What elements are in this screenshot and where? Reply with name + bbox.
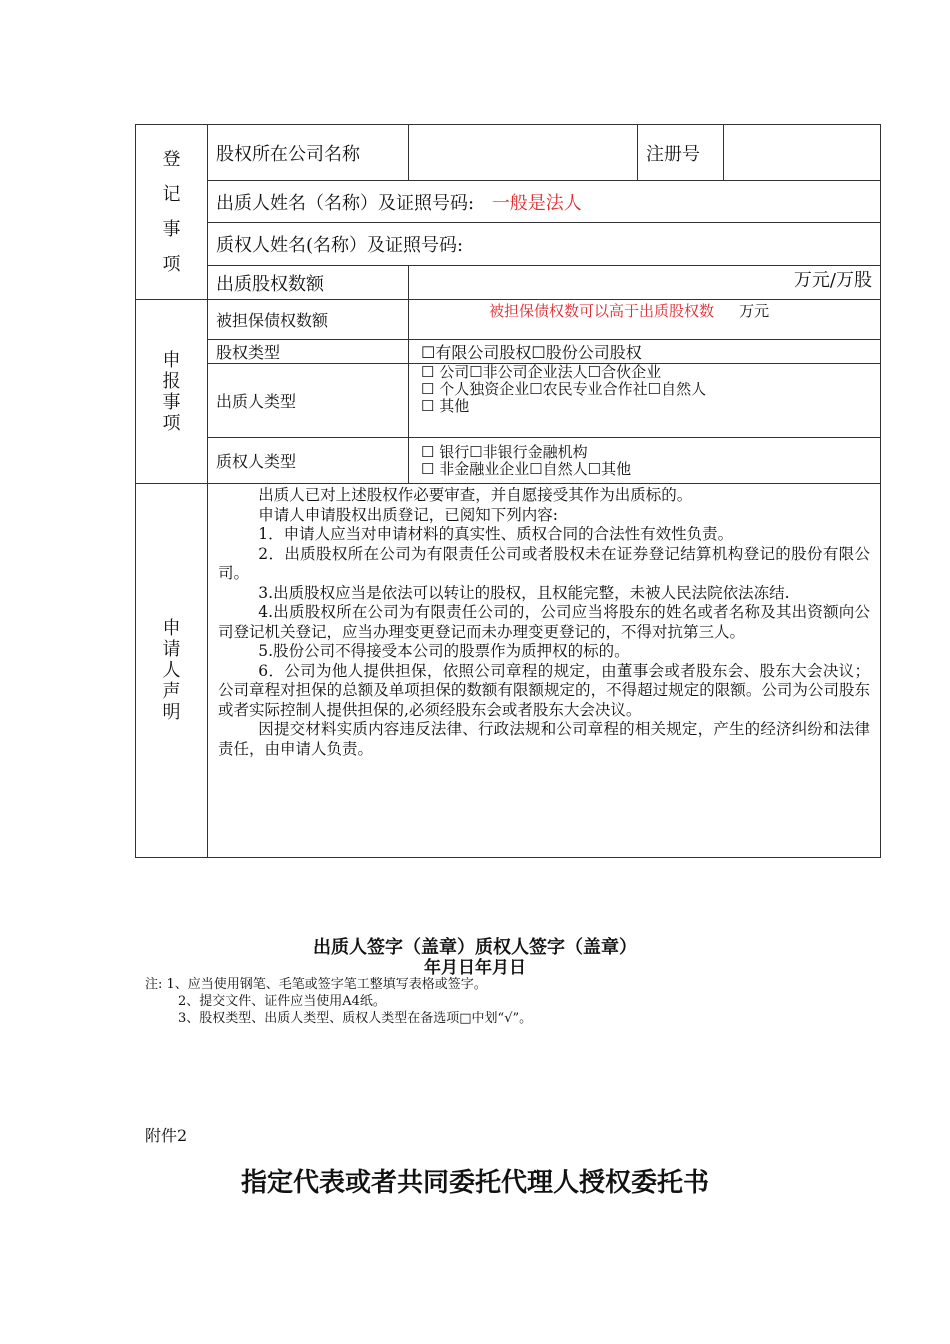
registration-no-field[interactable] <box>724 125 881 181</box>
pledgor-type-option-row[interactable]: ☐ 其他 <box>421 397 470 415</box>
registration-no-label: 注册号 <box>638 125 724 181</box>
company-name-field[interactable] <box>409 125 638 181</box>
pledgor-type-options[interactable] <box>409 364 881 438</box>
pledgee-type-option-row[interactable]: ☐ 银行☐非银行金融机构 <box>421 442 588 461</box>
pledgor-type-label: 出质人类型 <box>208 364 409 438</box>
statement-paragraph: 申请人申请股权出质登记，已阅知下列内容: <box>258 505 559 524</box>
statement-paragraph: 出质人已对上述股权作必要审查，并自愿接受其作为出质标的。 <box>258 486 693 504</box>
statement-paragraph: 5.股份公司不得接受本公司的股票作为质押权的标的。 <box>258 642 630 660</box>
debt-amount-label: 被担保债权数额 <box>208 300 409 340</box>
statement-paragraph: 6．公司为他人提供担保，依照公司章程的规定，由董事会或者股东会、股东大会决议；公司章程对担保的总额及单项担保的数额有限额规定的，不得超过规定的限额。公司为公司股东或者实际控制人提供担保的,必须经股东会或者股东大会决议。 <box>218 661 870 719</box>
pledgor-note: 一般是法人 <box>491 192 582 214</box>
pledge-registration-form <box>135 124 881 858</box>
signature-date-line: 年月日年月日 <box>424 958 526 978</box>
debt-unit: 万元 <box>739 302 770 320</box>
pledgee-name-label: 质权人姓名(名称）及证照号码: <box>216 235 464 256</box>
statement-paragraph: 2．出质股权所在公司为有限责任公司或者股权未在证券登记结算机构登记的股份有限公司。 <box>218 544 870 582</box>
note-item: 2、提交文件、证件应当使用A4纸。 <box>178 994 386 1009</box>
equity-amount-unit: 万元/万股 <box>793 270 872 291</box>
statement-paragraph: 4.出质股权所在公司为有限责任公司的，公司应当将股东的姓名或者名称及其出资额向公司登记机关登记，应当办理变更登记而未办理变更登记的，不得对抗第三人。 <box>218 603 870 641</box>
pledgor-name-field[interactable] <box>208 181 881 223</box>
debt-amount-field[interactable] <box>409 300 881 340</box>
attachment-label: 附件2 <box>145 1126 188 1145</box>
statement-paragraph: 3.出质股权应当是依法可以转让的股权，且权能完整，未被人民法院依法冻结. <box>258 583 790 602</box>
pledgor-type-option-row[interactable]: ☐ 个人独资企业☐农民专业合作社☐自然人 <box>421 380 707 398</box>
pledgee-type-options[interactable] <box>409 438 881 484</box>
statement-section-label: 申 请 人 声 明 <box>136 484 208 858</box>
debt-note: 被担保债权数可以高于出质股权数 <box>489 302 715 320</box>
statement-paragraph: 因提交材料实质内容违反法律、行政法规和公司章程的相关规定，产生的经济纠纷和法律责任，由申请人负责。 <box>218 720 870 758</box>
notes-prefix: 注: <box>145 977 163 992</box>
equity-amount-field[interactable] <box>409 266 881 300</box>
pledgor-type-option-row[interactable]: ☐ 公司☐非公司企业法人☐合伙企业 <box>421 363 662 381</box>
pledgee-type-label: 质权人类型 <box>208 438 409 484</box>
document-title: 指定代表或者共同委托代理人授权委托书 <box>240 1168 709 1198</box>
note-item: 1、应当使用钢笔、毛笔或签字笔工整填写表格或签字。 <box>166 977 487 992</box>
signature-line: 出质人签字（盖章）质权人签字（盖章） <box>313 937 637 958</box>
equity-type-options[interactable]: ☐有限公司股权☐股份公司股权 <box>409 340 881 364</box>
registration-section-label: 登 记 事 项 <box>136 125 208 300</box>
declaration-section-label: 申 报 事 项 <box>136 300 208 484</box>
statement-paragraph: 1．申请人应当对申请材料的真实性、质权合同的合法性有效性负责。 <box>258 525 734 543</box>
company-name-label: 股权所在公司名称 <box>208 125 409 181</box>
note-item: 3、股权类型、出质人类型、质权人类型在备选项□中划“√”。 <box>178 1011 533 1026</box>
equity-type-label: 股权类型 <box>208 340 409 364</box>
pledgor-name-label: 出质人姓名（名称）及证照号码: <box>216 192 475 214</box>
pledgee-name-field[interactable] <box>208 223 881 266</box>
equity-amount-label: 出质股权数额 <box>208 266 409 300</box>
applicant-statement-text <box>208 484 881 858</box>
pledgee-type-option-row[interactable]: ☐ 非金融业企业☐自然人☐其他 <box>421 459 632 478</box>
form-notes <box>145 976 532 1027</box>
